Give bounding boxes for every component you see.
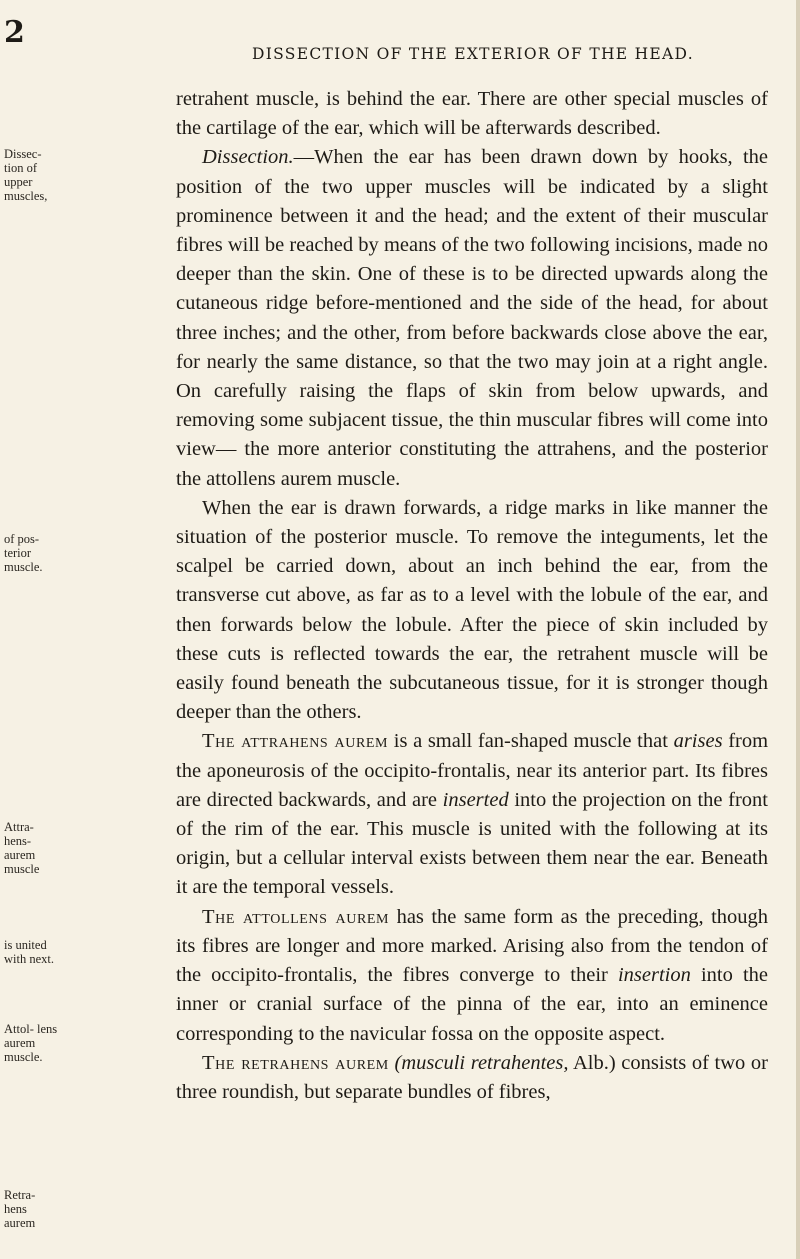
dissection-text: —When the ear has been drawn down by hooks, the position of the two upper muscles will be indicated by a slight prominence between it and the head; and the extent of their muscular fibres will be reached by means of the two following incisions, made no deeper than the skin. One of these is to be directed upwards along the cutaneous ridge before-mentioned and the side of the head, for about three inches; and the other, from before backwards close above the ear, for nearly the same distance, so that the two may join at a right angle. On carefully raising the flaps of skin from below upwards, and removing some subjacent tissue, the thin muscular fibres will come into view— the more anterior constituting the attrahens, and the posterior the attollens aurem muscle. [176,146,768,490]
attollens-insertion: insertion [617,964,691,987]
paragraph-retrahent-intro: retrahent muscle, is behind the ear. There are other special muscles of the cartilage of the ear, which will be afterwards described. [176,88,768,140]
page-edge [796,0,800,1259]
paragraph-attollens [176,903,768,1049]
attrahens-text-b: from the aponeurosis of the occipito-frontalis, near its anterior part. Its fibres are directed backwards, and are [176,730,769,811]
margin-note-attollens: Attol- lens aurem muscle. [4,1022,58,1064]
margin-note-dissection: Dissec- tion of upper muscles, [4,147,48,203]
retrahens-synonym: (musculi retrahentes, [394,1051,569,1074]
retrahens-text: Alb.) consists of two or three roundish, but separate bundles of fibres, [176,1051,769,1103]
margin-note-retrahens: Retra- hens aurem [4,1188,36,1230]
attollens-heading: The attollens aurem [202,905,390,928]
paragraph-dissection [176,143,768,493]
attrahens-inserted: inserted [442,788,509,811]
margin-note-united: is united with next. [4,938,54,966]
attrahens-text-c: into the projection on the front of the rim of the ear. This muscle is united with the following at its origin, but a cellular interval exists between them near the ear. Beneath it are the temporal vessels. [176,788,768,899]
attrahens-arises: arises [673,730,723,753]
paragraph-attrahens [176,727,768,902]
attollens-text-b: into the inner or cranial surface of the pinna of the ear, into an eminence corresponding to the navicular fossa on the opposite aspect. [176,964,768,1045]
running-title: DISSECTION OF THE EXTERIOR OF THE HEAD. [252,45,694,63]
paragraph-retrahens [176,1049,768,1107]
paragraph-posterior: When the ear is drawn forwards, a ridge marks in like manner the situation of the posterior muscle. To remove the integuments, let the scalpel be carried down, about an inch behind the ear, from the transverse cut above, as far as to a level with the lobule of the ear, and then forwards below the lobule. After the piece of skin included by these cuts is reflected towards the ear, the retrahent muscle will be easily found beneath the subcutaneous tissue, for it is stronger though deeper than the others. [176,496,768,724]
body-text [176,85,768,1107]
dissection-heading: Dissection. [202,146,294,169]
attollens-text-a: has the same form as the preceding, though its fibres are longer and more marked. Arising also from the tendon of the occipito-frontalis, the fibres converge to their [176,905,769,987]
retrahens-heading: The retrahens aurem [202,1051,389,1074]
margin-note-attrahens: Attra- hens- aurem muscle [4,820,40,876]
attrahens-text-a: is a small fan-shaped muscle that [393,730,668,753]
margin-note-posterior: of pos- terior muscle. [4,532,43,574]
page-number: 2 [4,15,25,50]
attrahens-heading: The attrahens aurem [202,730,389,753]
